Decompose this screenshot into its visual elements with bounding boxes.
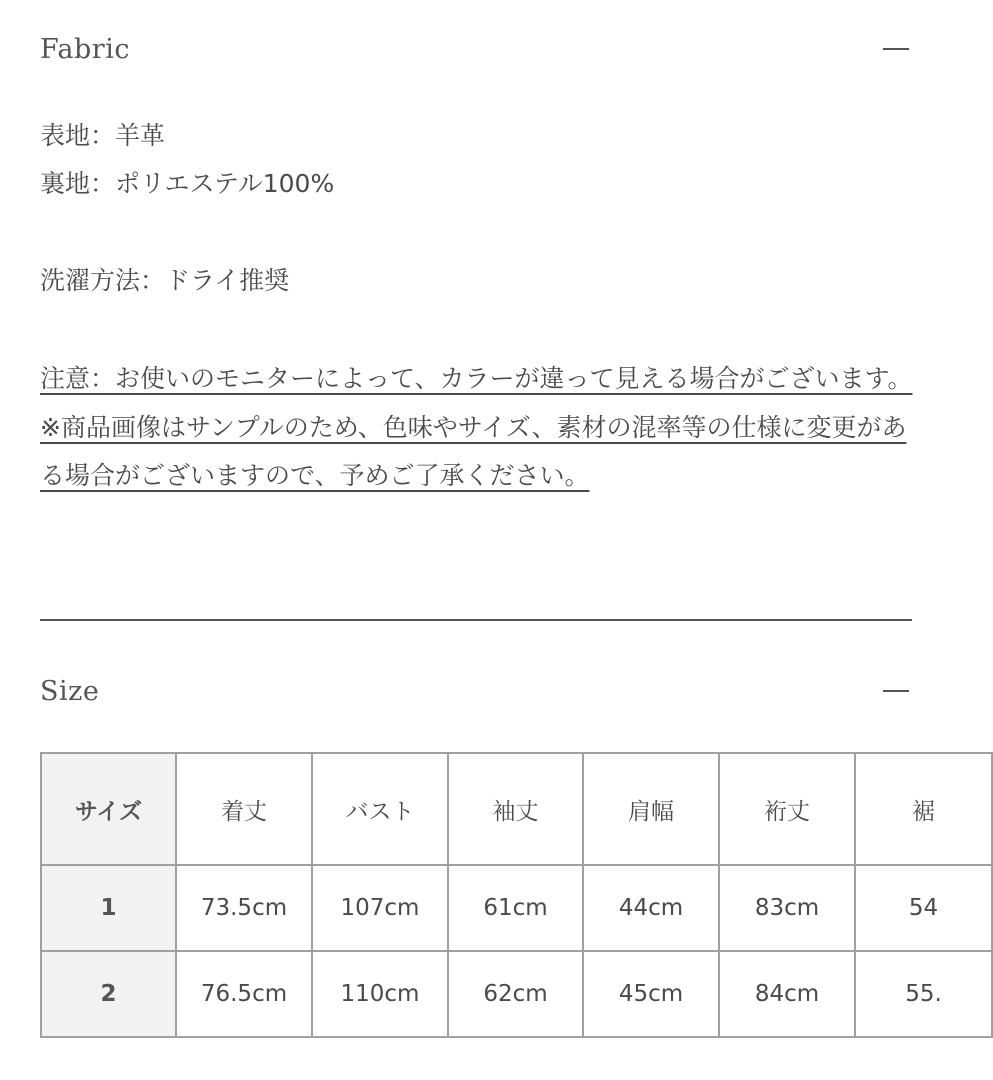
outer-material: 表地：羊革 (40, 121, 166, 150)
table-cell: 54 (855, 865, 992, 951)
table-cell: 110cm (312, 951, 448, 1037)
table-cell: 62cm (448, 951, 583, 1037)
lining-material: 裏地：ポリエステル100% (40, 169, 335, 198)
table-header-cell: 着丈 (176, 753, 312, 865)
table-header-cell: バスト (312, 753, 448, 865)
fabric-details (40, 112, 920, 305)
table-cell: 45cm (583, 951, 719, 1037)
fabric-section-title: Fabric (40, 33, 130, 65)
table-cell: 61cm (448, 865, 583, 951)
minus-icon[interactable] (883, 690, 909, 692)
table-cell: 107cm (312, 865, 448, 951)
fabric-notice (40, 355, 915, 501)
sample-spec-notice: ※商品画像はサンプルのため、色味やサイズ、素材の混率等の仕様に変更がある場合がございますので、予めご了承ください。 (40, 412, 907, 490)
size-table (40, 752, 993, 1038)
washing-method: 洗濯方法：ドライ推奨 (40, 266, 290, 295)
table-cell: 84cm (719, 951, 855, 1037)
table-row (41, 951, 992, 1037)
table-header-cell: 裾 (855, 753, 992, 865)
table-header-cell: サイズ (41, 753, 176, 865)
size-section-title: Size (40, 675, 100, 707)
table-cell: 55. (855, 951, 992, 1037)
table-header-cell: 肩幅 (583, 753, 719, 865)
monitor-color-notice: 注意：お使いのモニターによって、カラーが違って見える場合がございます。 (40, 364, 913, 393)
section-divider (40, 619, 912, 621)
fabric-section-header[interactable] (40, 29, 911, 69)
table-header-cell: 裄丈 (719, 753, 855, 865)
size-section-header[interactable] (40, 671, 911, 711)
minus-icon[interactable] (883, 48, 909, 50)
table-cell: 73.5cm (176, 865, 312, 951)
size-table-scroll[interactable] (40, 752, 942, 1042)
table-row (41, 865, 992, 951)
table-header-row (41, 753, 992, 865)
table-cell: 76.5cm (176, 951, 312, 1037)
table-row-head: 2 (41, 951, 176, 1037)
table-row-head: 1 (41, 865, 176, 951)
table-cell: 83cm (719, 865, 855, 951)
table-header-cell: 袖丈 (448, 753, 583, 865)
table-cell: 44cm (583, 865, 719, 951)
